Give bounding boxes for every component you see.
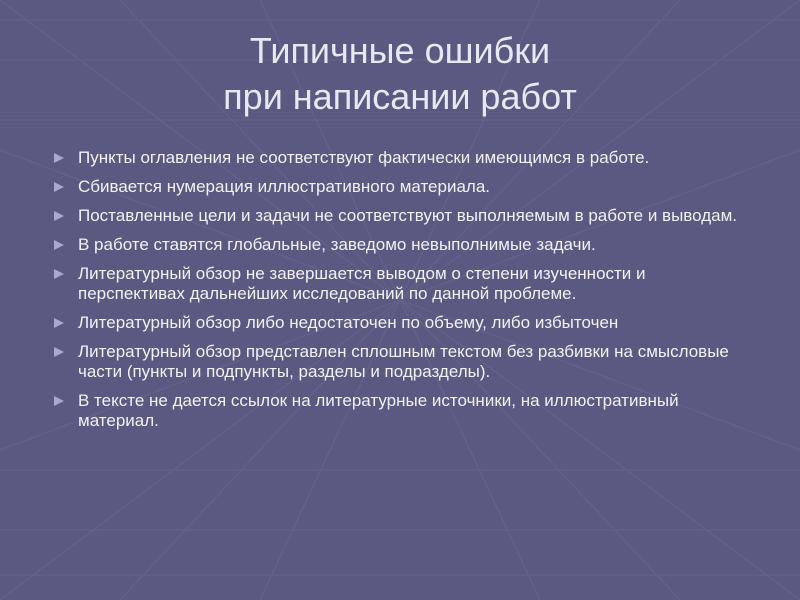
triangle-bullet-icon bbox=[54, 269, 64, 279]
list-item bbox=[54, 206, 754, 226]
list-item bbox=[54, 235, 754, 255]
list-item-text: Литературный обзор представлен сплошным текстом без разбивки на смысловые части (пункты и подпункты, разделы и подразделы). bbox=[78, 342, 729, 381]
list-item bbox=[54, 391, 754, 431]
list-item-text: В работе ставятся глобальные, заведомо невыполнимые задачи. bbox=[78, 235, 596, 254]
error-list bbox=[54, 148, 754, 440]
slide-title-line-1: Типичные ошибки bbox=[249, 30, 551, 71]
list-item bbox=[54, 177, 754, 197]
list-item bbox=[54, 264, 754, 304]
triangle-bullet-icon bbox=[54, 318, 64, 328]
list-item-text: Литературный обзор не завершается выводом о степени изученности и перспективах дальнейших исследований по данной проблеме. bbox=[78, 264, 646, 303]
triangle-bullet-icon bbox=[54, 240, 64, 250]
triangle-bullet-icon bbox=[54, 211, 64, 221]
list-item-text: Поставленные цели и задачи не соответствуют выполняемым в работе и выводам. bbox=[78, 206, 738, 225]
list-item bbox=[54, 313, 754, 333]
list-item-text: В тексте не дается ссылок на литературные источники, на иллюстративный материал. bbox=[78, 391, 679, 430]
triangle-bullet-icon bbox=[54, 153, 64, 163]
slide-title bbox=[0, 28, 800, 120]
list-item bbox=[54, 148, 754, 168]
triangle-bullet-icon bbox=[54, 396, 64, 406]
list-item-text: Пункты оглавления не соответствуют фактически имеющимся в работе. bbox=[78, 148, 650, 167]
list-item-text: Литературный обзор либо недостаточен по объему, либо избыточен bbox=[78, 313, 619, 332]
list-item-text: Сбивается нумерация иллюстративного материала. bbox=[78, 177, 491, 196]
triangle-bullet-icon bbox=[54, 347, 64, 357]
slide-title-line-2: при написании работ bbox=[223, 76, 577, 117]
list-item bbox=[54, 342, 754, 382]
triangle-bullet-icon bbox=[54, 182, 64, 192]
